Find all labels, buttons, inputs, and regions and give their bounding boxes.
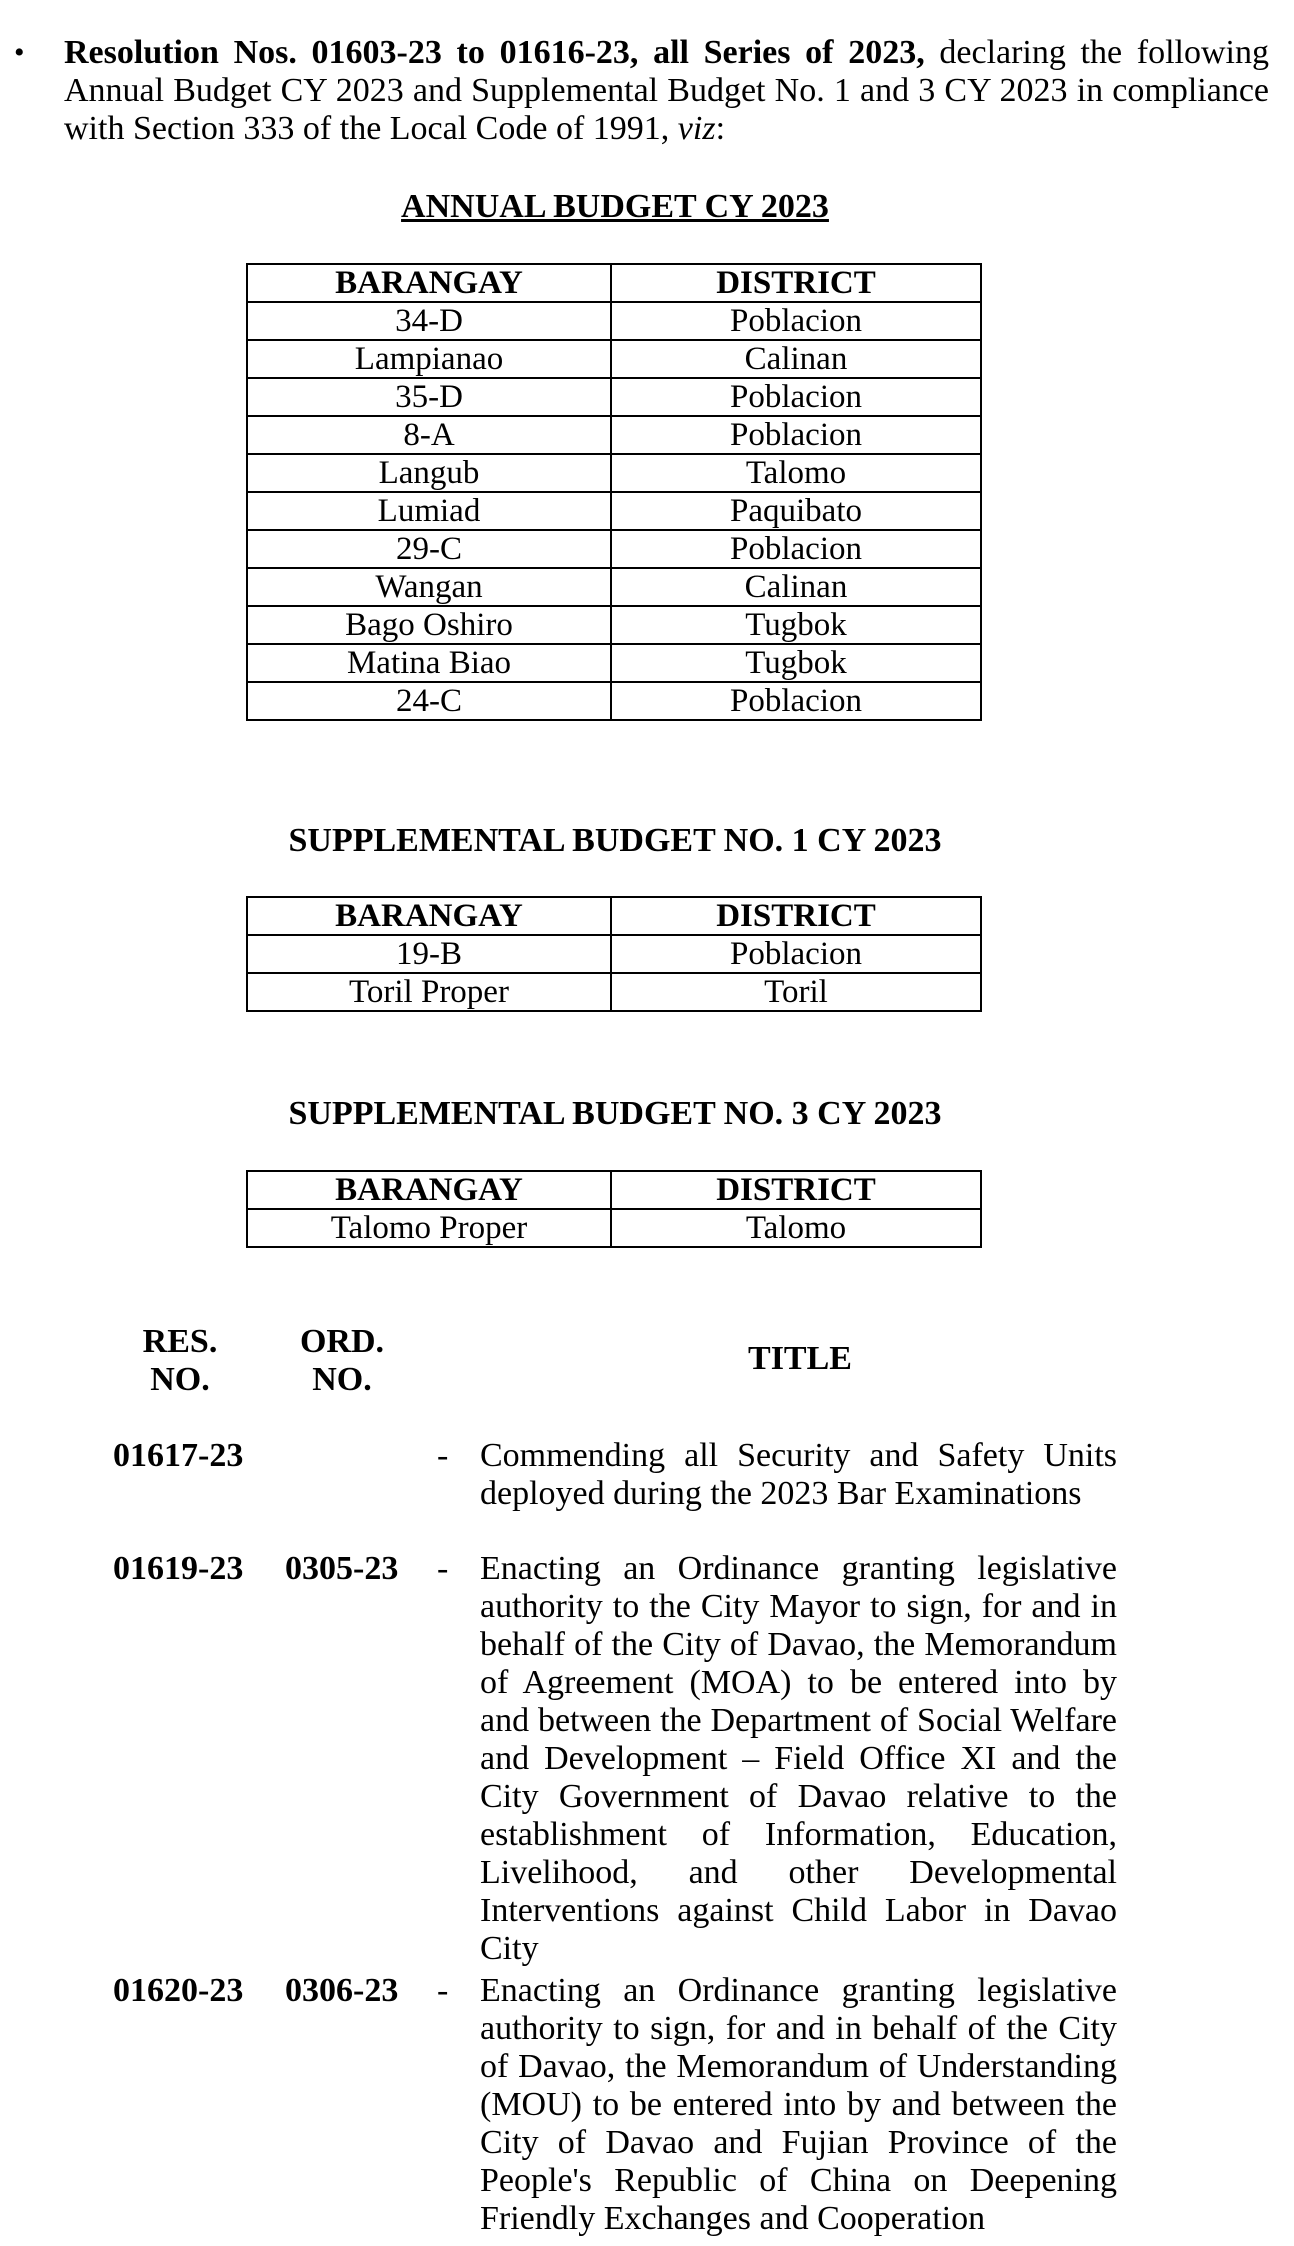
barangay-cell: 8-A bbox=[247, 416, 611, 454]
table-header-row bbox=[247, 1171, 981, 1209]
intro-text bbox=[64, 34, 1269, 148]
intro-italic: viz bbox=[677, 110, 716, 147]
table-row bbox=[247, 935, 981, 973]
intro-tail: : bbox=[715, 110, 726, 147]
res-number: 01617-23 bbox=[113, 1437, 244, 1474]
table-row bbox=[247, 340, 981, 378]
barangay-cell: Bago Oshiro bbox=[247, 606, 611, 644]
district-cell: Toril bbox=[611, 973, 981, 1011]
table-row bbox=[247, 606, 981, 644]
res-number: 01619-23 bbox=[113, 1550, 244, 1587]
district-cell: Calinan bbox=[611, 340, 981, 378]
column-header-district: DISTRICT bbox=[611, 264, 981, 302]
barangay-cell: 34-D bbox=[247, 302, 611, 340]
table-row bbox=[247, 973, 981, 1011]
supp3-rows bbox=[247, 1209, 981, 1247]
barangay-cell: Lampianao bbox=[247, 340, 611, 378]
barangay-cell: Lumiad bbox=[247, 492, 611, 530]
table-header-row bbox=[247, 264, 981, 302]
ord-number: 0306-23 bbox=[285, 1972, 399, 2009]
district-cell: Paquibato bbox=[611, 492, 981, 530]
intro-paragraph bbox=[14, 34, 1269, 148]
table-row bbox=[247, 378, 981, 416]
dash: - bbox=[437, 1437, 449, 1474]
annual-budget-title bbox=[0, 188, 1230, 226]
title-heading: TITLE bbox=[748, 1340, 852, 1377]
barangay-cell: 35-D bbox=[247, 378, 611, 416]
table-row bbox=[247, 302, 981, 340]
district-cell: Tugbok bbox=[611, 644, 981, 682]
barangay-cell: 19-B bbox=[247, 935, 611, 973]
column-header-barangay: BARANGAY bbox=[247, 897, 611, 935]
barangay-cell: 24-C bbox=[247, 682, 611, 720]
table-row bbox=[247, 1209, 981, 1247]
table-row bbox=[247, 454, 981, 492]
district-cell: Calinan bbox=[611, 568, 981, 606]
table-row bbox=[247, 682, 981, 720]
annual-budget-title-text: ANNUAL BUDGET CY 2023 bbox=[401, 188, 829, 225]
annual-budget-table bbox=[246, 263, 982, 721]
column-header-district: DISTRICT bbox=[611, 1171, 981, 1209]
district-cell: Poblacion bbox=[611, 682, 981, 720]
supp1-table bbox=[246, 896, 982, 1012]
ord-no-heading: ORD. NO. bbox=[299, 1323, 385, 1398]
resolution-title: Commending all Security and Safety Units deployed during the 2023 Bar Examinations bbox=[480, 1437, 1117, 1512]
dash: - bbox=[437, 1550, 449, 1587]
table-row bbox=[247, 416, 981, 454]
barangay-cell: Wangan bbox=[247, 568, 611, 606]
district-cell: Poblacion bbox=[611, 416, 981, 454]
district-cell: Talomo bbox=[611, 454, 981, 492]
barangay-cell: Toril Proper bbox=[247, 973, 611, 1011]
table-row bbox=[247, 492, 981, 530]
supp3-table bbox=[246, 1170, 982, 1248]
supp3-title: SUPPLEMENTAL BUDGET NO. 3 CY 2023 bbox=[288, 1095, 942, 1132]
column-header-barangay: BARANGAY bbox=[247, 264, 611, 302]
resolution-title: Enacting an Ordinance granting legislative authority to the City Mayor to sign, for and in behalf of the City of Davao, the Memorandum of Agreement (MOA) to be entered into by and between the Department of Social Welfare and Development – Field Office XI and the City Government of Davao relative to the establishment of Information, Education, Livelihood, and other Developmental Interventions against Child Labor in Davao City bbox=[480, 1550, 1117, 1967]
table-row bbox=[247, 530, 981, 568]
barangay-cell: Talomo Proper bbox=[247, 1209, 611, 1247]
table-row bbox=[247, 644, 981, 682]
district-cell: Poblacion bbox=[611, 935, 981, 973]
column-header-barangay: BARANGAY bbox=[247, 1171, 611, 1209]
ord-number: 0305-23 bbox=[285, 1550, 399, 1587]
supp1-title: SUPPLEMENTAL BUDGET NO. 1 CY 2023 bbox=[288, 822, 942, 859]
column-header-district: DISTRICT bbox=[611, 897, 981, 935]
district-cell: Poblacion bbox=[611, 378, 981, 416]
district-cell: Tugbok bbox=[611, 606, 981, 644]
intro-bold: Resolution Nos. 01603-23 to 01616-23, all Series of 2023, bbox=[64, 34, 925, 71]
table-row bbox=[247, 568, 981, 606]
dash: - bbox=[437, 1972, 449, 2009]
barangay-cell: Langub bbox=[247, 454, 611, 492]
res-number: 01620-23 bbox=[113, 1972, 244, 2009]
barangay-cell: 29-C bbox=[247, 530, 611, 568]
supp1-rows bbox=[247, 935, 981, 1011]
district-cell: Poblacion bbox=[611, 302, 981, 340]
district-cell: Poblacion bbox=[611, 530, 981, 568]
resolution-title: Enacting an Ordinance granting legislative authority to sign, for and in behalf of the City of Davao, the Memorandum of Understanding (MOU) to be entered into by and between the City of Davao and Fujian Province of the People's Republic of China on Deepening Friendly Exchanges and Cooperation bbox=[480, 1972, 1117, 2237]
table-header-row bbox=[247, 897, 981, 935]
district-cell: Talomo bbox=[611, 1209, 981, 1247]
annual-budget-rows bbox=[247, 302, 981, 720]
bullet-icon: • bbox=[14, 36, 25, 69]
res-no-heading: RES. NO. bbox=[142, 1323, 218, 1398]
barangay-cell: Matina Biao bbox=[247, 644, 611, 682]
intro-body: declaring the following Annual Budget CY 2023 and Supplemental Budget No. 1 and 3 CY 2023 in compliance with Section 333 of the Local Code of 1991, bbox=[64, 34, 1269, 147]
